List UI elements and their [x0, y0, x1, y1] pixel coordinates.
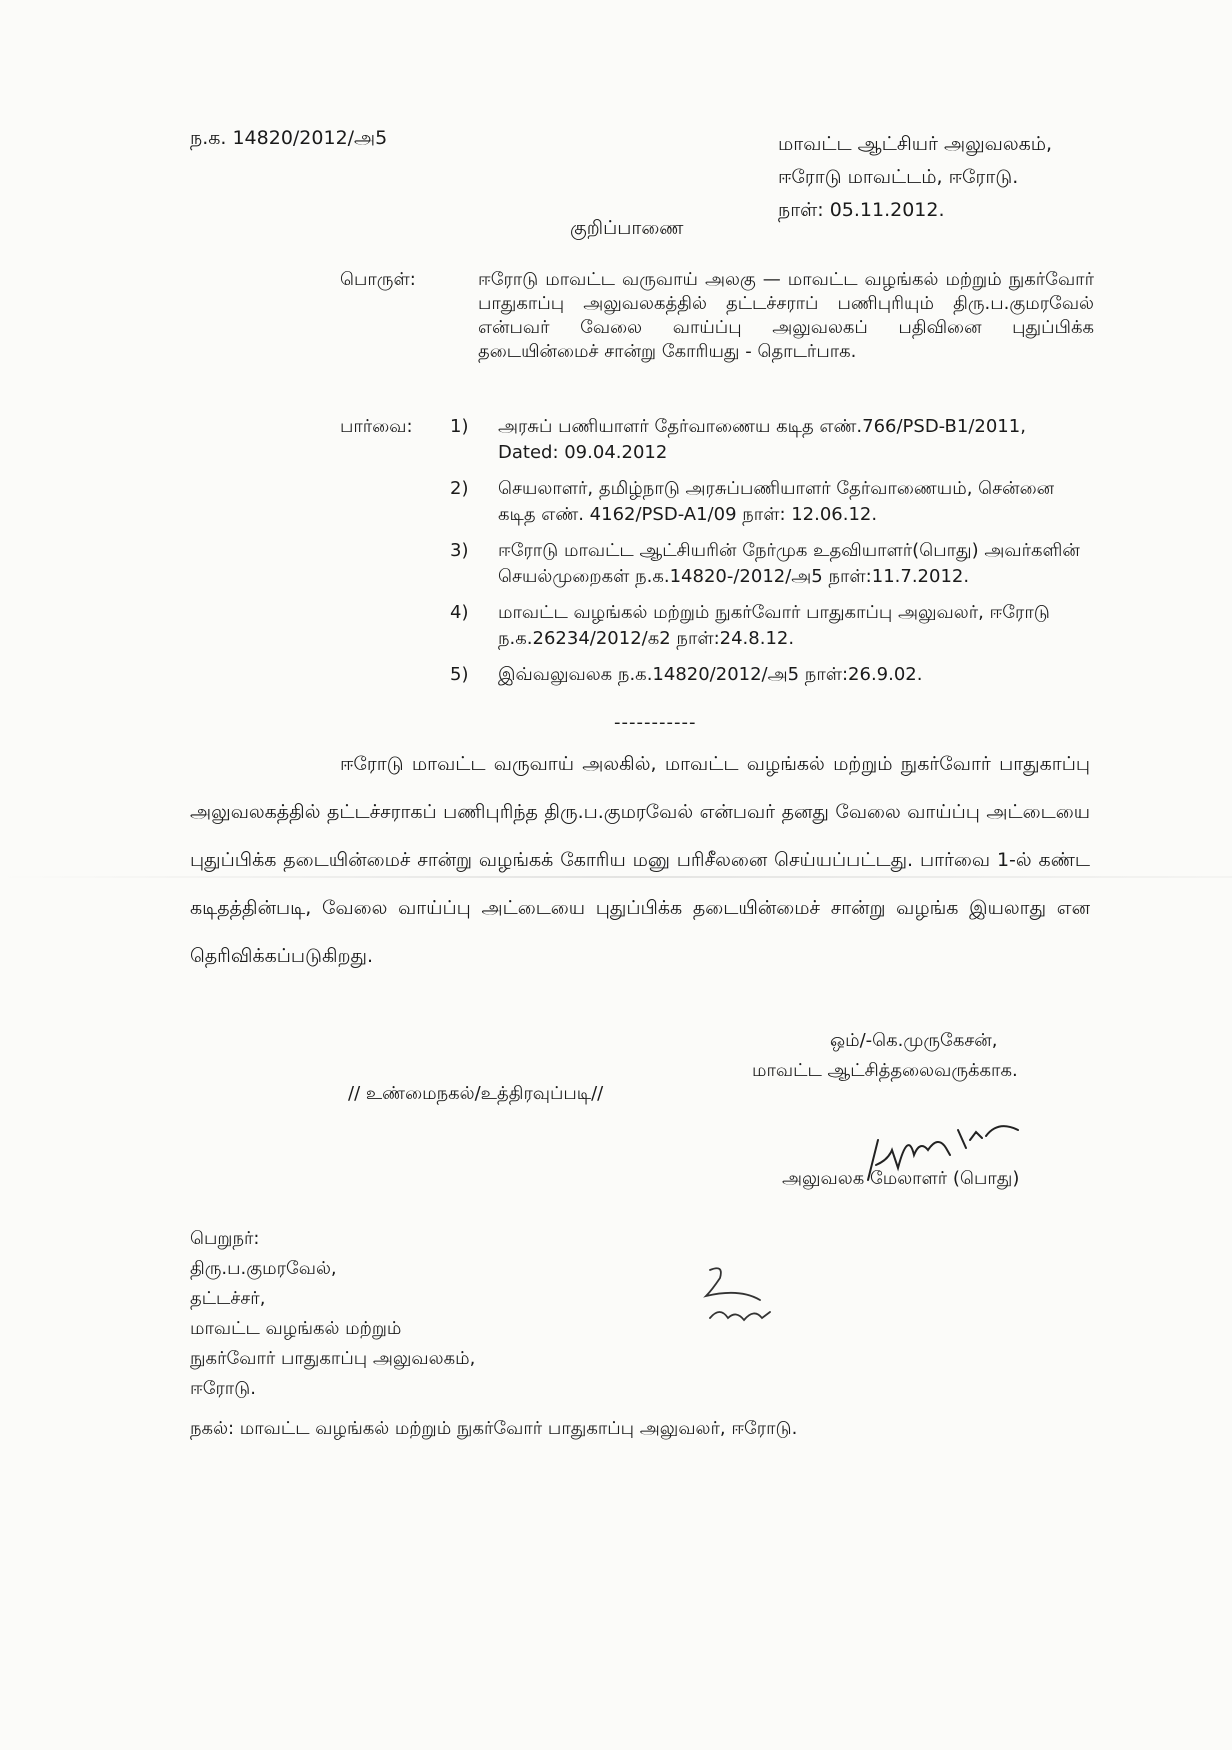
subject-label: பொருள்: — [340, 269, 416, 290]
recipient-line: தட்டச்சர், — [190, 1288, 266, 1309]
references-label: பார்வை: — [340, 416, 413, 437]
reference-text: இவ்வலுவலக ந.க.14820/2012/அ5 நாள்:26.9.02. — [498, 664, 923, 685]
reference-item — [450, 662, 1080, 688]
memo-title: குறிப்பாணை — [570, 217, 684, 239]
signatory-role: மாவட்ட ஆட்சித்தலைவருக்காக. — [752, 1060, 1018, 1081]
reference-number-label: 5) — [450, 664, 469, 685]
reference-number: ந.க. 14820/2012/அ5 — [190, 127, 388, 149]
reference-item — [450, 538, 1080, 590]
recipient-line: திரு.ப.குமரவேல், — [190, 1258, 337, 1279]
reference-item — [450, 476, 1080, 528]
true-copy-note: // உண்மைநகல்/உத்திரவுப்படி// — [348, 1083, 604, 1104]
section-divider: ----------- — [614, 712, 697, 733]
reference-text: ஈரோடு மாவட்ட ஆட்சியரின் நேர்முக உதவியாளர்(பொது) அவர்களின் செயல்முறைகள் ந.க.14820-/2012/அ5 நாள்:11.7.2012. — [498, 540, 1080, 587]
office-line: மாவட்ட ஆட்சியர் அலுவலகம், — [778, 133, 1053, 155]
office-address — [778, 128, 1052, 227]
reference-number-label: 1) — [450, 416, 469, 437]
subject-text: ஈரோடு மாவட்ட வருவாய் அலகு — மாவட்ட வழங்கல் மற்றும் நுகர்வோர் பாதுகாப்பு அலுவலகத்தில் தட்டச்சராப் பணிபுரியும் திரு.ப.குமரவேல் என்பவர் வேலை வாய்ப்பு அலுவலகப் பதிவினை புதுப்பிக்க தடையின்மைச் சான்று கோரியது - தொடர்பாக. — [478, 269, 1094, 362]
copy-to-line: நகல்: மாவட்ட வழங்கல் மற்றும் நுகர்வோர் பாதுகாப்பு அலுவலர், ஈரோடு. — [190, 1418, 798, 1439]
recipient-line: ஈரோடு. — [190, 1378, 256, 1399]
recipient-line: நுகர்வோர் பாதுகாப்பு அலுவலகம், — [190, 1348, 476, 1369]
recipient-line: மாவட்ட வழங்கல் மற்றும் — [190, 1318, 402, 1339]
handwritten-initial-icon — [700, 1260, 820, 1340]
office-date: நாள்: 05.11.2012. — [778, 199, 945, 221]
reference-number-label: 3) — [450, 540, 469, 561]
body-paragraph: ஈரோடு மாவட்ட வருவாய் அலகில், மாவட்ட வழங்கல் மற்றும் நுகர்வோர் பாதுகாப்பு அலுவலகத்தில் தட்டச்சராகப் பணிபுரிந்த திரு.ப.குமரவேல் என்பவர் தனது வேலை வாய்ப்பு அட்டையை புதுப்பிக்க தடையின்மைச் சான்று வழங்கக் கோரிய மனு பரிசீலனை செய்யப்பட்டது. பார்வை 1-ல் கண்ட கடிதத்தின்படி, வேலை வாய்ப்பு அட்டையை புதுப்பிக்க தடையின்மைச் சான்று வழங்க இயலாது என தெரிவிக்கப்படுகிறது. — [190, 753, 1090, 967]
reference-number-label: 2) — [450, 478, 469, 499]
recipient-block — [190, 1224, 475, 1404]
reference-text: மாவட்ட வழங்கல் மற்றும் நுகர்வோர் பாதுகாப்பு அலுவலர், ஈரோடு ந.க.26234/2012/க2 நாள்:24.8.12. — [498, 602, 1050, 649]
reference-item — [450, 414, 1080, 466]
office-line: ஈரோடு மாவட்டம், ஈரோடு. — [778, 166, 1019, 188]
references-list — [450, 414, 1080, 698]
signatory-name: ஒம்/-கெ.முருகேசன், — [830, 1030, 998, 1051]
office-manager-designation: அலுவலக மேலாளர் (பொது) — [782, 1168, 1020, 1189]
reference-item — [450, 600, 1080, 652]
reference-text: அரசுப் பணியாளர் தேர்வாணைய கடித எண்.766/PSD-B1/2011, Dated: 09.04.2012 — [498, 416, 1026, 463]
reference-text: செயலாளர், தமிழ்நாடு அரசுப்பணியாளர் தேர்வாணையம், சென்னை கடித எண். 4162/PSD-A1/09 நாள்: 12.06.12. — [498, 478, 1055, 525]
reference-number-label: 4) — [450, 602, 469, 623]
recipient-label: பெறுநர்: — [190, 1228, 260, 1249]
